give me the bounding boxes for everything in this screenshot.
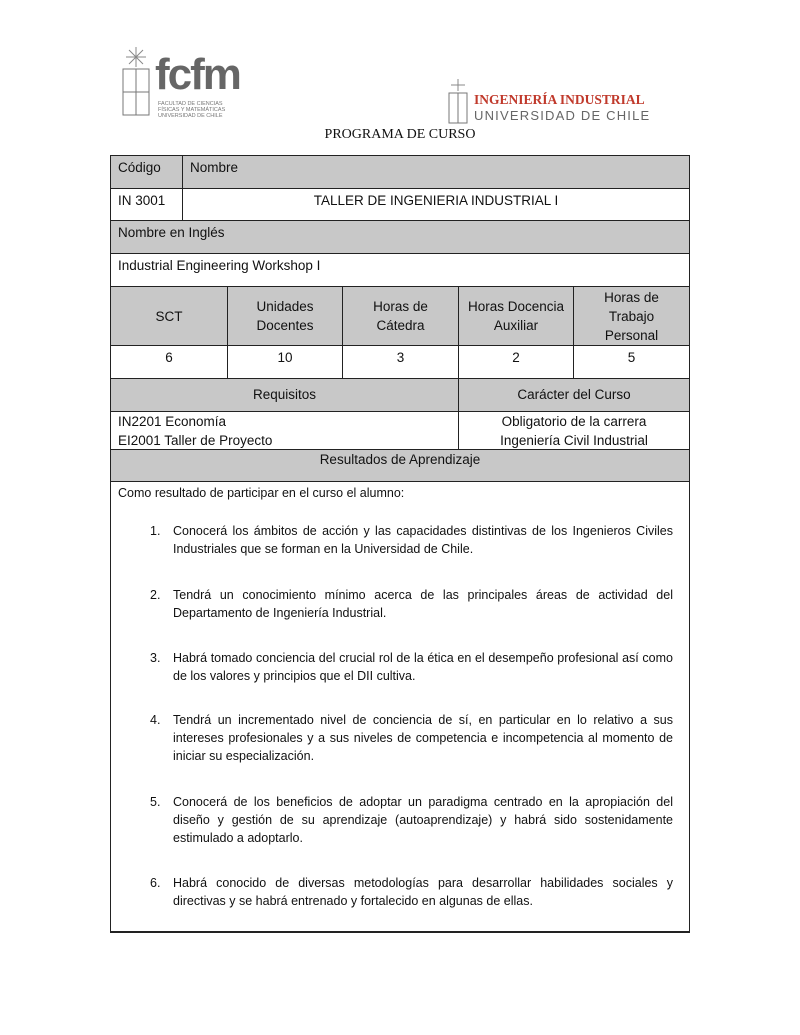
page-title: PROGRAMA DE CURSO [324,127,476,142]
resultados-intro: Como resultado de participar en el curso el alumno: [118,486,405,500]
learning-outcome [150,711,673,765]
nombre-ingles-label: Nombre en Inglés [110,220,690,254]
sct-header: SCT [110,286,228,346]
outcome-number: 6. [150,876,161,890]
ii-logo-line1: INGENIERÍA INDUSTRIAL [474,92,645,107]
outcome-text: Conocerá los ámbitos de acción y las capacidades distintivas de los Ingenieros Civiles Industriales que se forman en la Universidad de Chile. [173,524,673,556]
outcome-text: Tendrá un conocimiento mínimo acerca de las principales áreas de actividad del Departamento de Ingeniería Industrial. [173,588,673,620]
horas-auxiliar-header: Horas Docencia Auxiliar [458,286,574,346]
fcfm-wordmark: fcfm [155,50,240,99]
codigo-label: Código [110,155,183,189]
nombre-label: Nombre [182,155,690,189]
fcfm-subtitle-line: FÍSICAS Y MATEMÁTICAS [158,107,226,113]
university-crest-icon [447,78,469,124]
learning-outcome [150,874,673,910]
learning-outcome [150,649,673,685]
requisito-item: IN2201 Economía [118,414,227,429]
learning-outcome [150,793,673,847]
fcfm-logo [120,45,245,125]
requisito-item: EI2001 Taller de Proyecto [118,433,273,448]
codigo-value: IN 3001 [110,188,183,221]
caracter-value [458,411,690,450]
unidades-docentes-value: 10 [227,345,343,379]
sct-value: 6 [110,345,228,379]
learning-outcome [150,522,673,558]
ingenieria-industrial-logo [447,78,657,126]
learning-outcome [150,586,673,622]
fcfm-subtitle-line: FACULTAD DE CIENCIAS [158,101,223,107]
outcome-text: Habrá conocido de diversas metodologías para desarrollar habilidades sociales y directivas y se habrá entrenado y fortalecido en algunas de ellas. [173,876,673,908]
caracter-line: Obligatorio de la carrera [501,414,647,429]
requisitos-label: Requisitos [110,378,459,412]
outcome-text: Habrá tomado conciencia del crucial rol de la ética en el desempeño profesional así como de los valores y principios que el DII cultiva. [173,651,673,683]
outcome-text: Conocerá de los beneficios de adoptar un paradigma centrado en la apropiación del diseño y gestión de su aprendizaje (autoaprendizaje) y habrá sido sostenidamente estimulado a adoptarlo. [173,795,673,845]
requisitos-value [110,411,459,450]
horas-personal-header: Horas de Trabajo Personal [573,286,690,346]
nombre-ingles-value: Industrial Engineering Workshop I [110,253,690,287]
ii-logo-line2: UNIVERSIDAD DE CHILE [474,108,651,123]
outcome-number: 2. [150,588,161,602]
outcome-text: Tendrá un incrementado nivel de conciencia de sí, en particular en lo relativo a sus intereses profesionales y a sus niveles de competencia e incompetencia al momento de iniciar su especialización. [173,713,673,763]
horas-personal-value: 5 [573,345,690,379]
caracter-line: Ingeniería Civil Industrial [500,433,648,448]
university-crest-icon [120,45,152,121]
horas-catedra-header: Horas de Cátedra [342,286,459,346]
unidades-docentes-header: Unidades Docentes [227,286,343,346]
resultados-label: Resultados de Aprendizaje [110,449,690,482]
caracter-label: Carácter del Curso [458,378,690,412]
outcome-number: 4. [150,713,161,727]
outcome-number: 3. [150,651,161,665]
horas-auxiliar-value: 2 [458,345,574,379]
nombre-value: TALLER DE INGENIERIA INDUSTRIAL I [182,188,690,221]
fcfm-subtitle-line: UNIVERSIDAD DE CHILE [158,113,223,119]
outcome-number: 5. [150,795,161,809]
horas-catedra-value: 3 [342,345,459,379]
outcome-number: 1. [150,524,161,538]
